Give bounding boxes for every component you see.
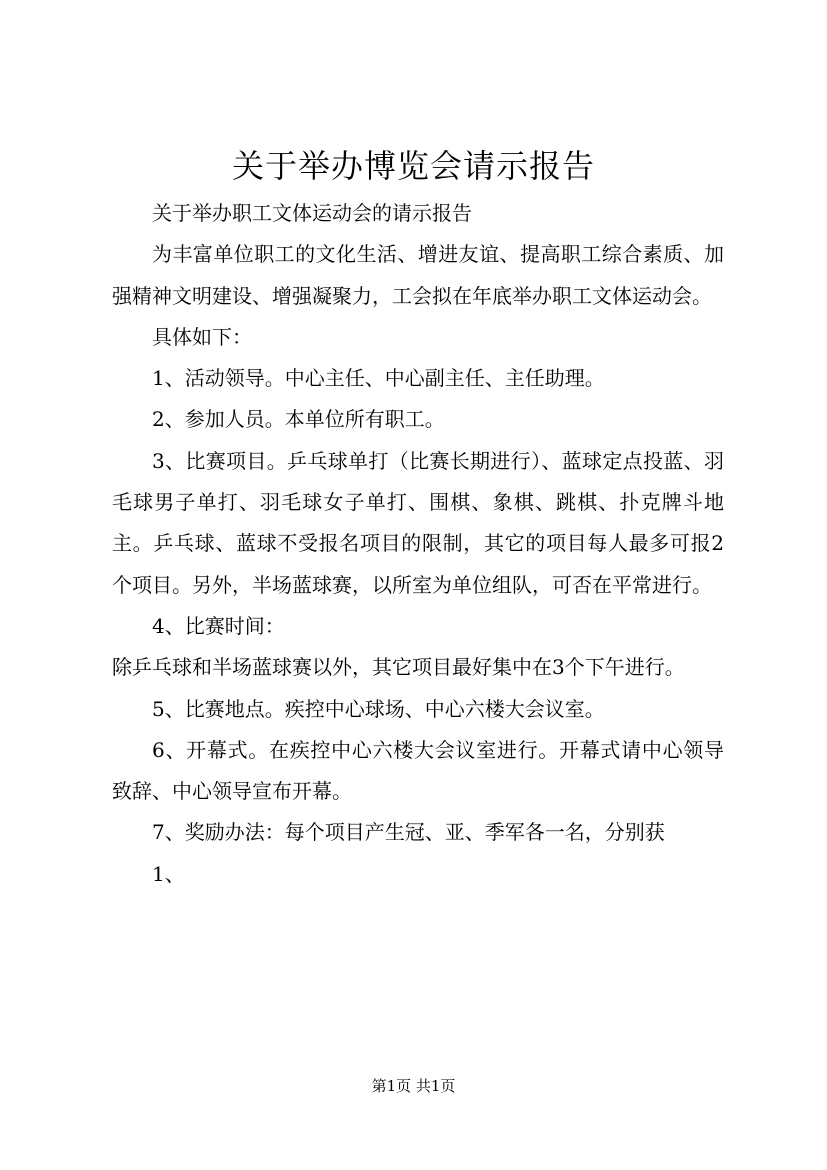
paragraph-item-7-awards: 7、奖励办法：每个项目产生冠、亚、季军各一名，分别获 bbox=[152, 820, 665, 845]
paragraph-item-2-participants: 2、参加人员。本单位所有职工。 bbox=[152, 407, 445, 432]
paragraph-item-3-events: 3、比赛项目。乒乓球单打（比赛长期进行）、蓝球定点投蓝、羽毛球男子单打、羽毛球女子单打、围棋、象棋、跳棋、扑克牌斗地主。乒乓球、蓝球不受报名项目的限制，其它的项目每人最多可报2个项目。另外，半场蓝球赛，以所室为单位组队，可否在平常进行。 bbox=[112, 448, 724, 597]
paragraph-item-7-sub: 1、 bbox=[152, 861, 185, 886]
paragraph-details-heading: 具体如下： bbox=[152, 324, 252, 349]
paragraph-item-4-time-detail: 除乒乓球和半场蓝球赛以外，其它项目最好集中在3个下午进行。 bbox=[112, 655, 685, 680]
document-title: 关于举办博览会请示报告 bbox=[231, 147, 595, 185]
paragraph-item-6-opening: 6、开幕式。在疾控中心六楼大会议室进行。开幕式请中心领导致辞、中心领导宣布开幕。 bbox=[112, 737, 724, 804]
paragraph-intro: 为丰富单位职工的文化生活、增进友谊、提高职工综合素质、加强精神文明建设、增强凝聚力，工会拟在年底举办职工文体运动会。 bbox=[112, 242, 724, 308]
document-body bbox=[112, 193, 724, 895]
paragraph-item-4-time-heading: 4、比赛时间： bbox=[152, 613, 285, 638]
page-footer: 第1页 共1页 bbox=[371, 1077, 456, 1095]
paragraph-item-5-venue: 5、比赛地点。疾控中心球场、中心六楼大会议室。 bbox=[152, 696, 605, 721]
paragraph-item-1-leadership: 1、活动领导。中心主任、中心副主任、主任助理。 bbox=[152, 366, 605, 391]
paragraph-subtitle: 关于举办职工文体运动会的请示报告 bbox=[152, 201, 472, 225]
